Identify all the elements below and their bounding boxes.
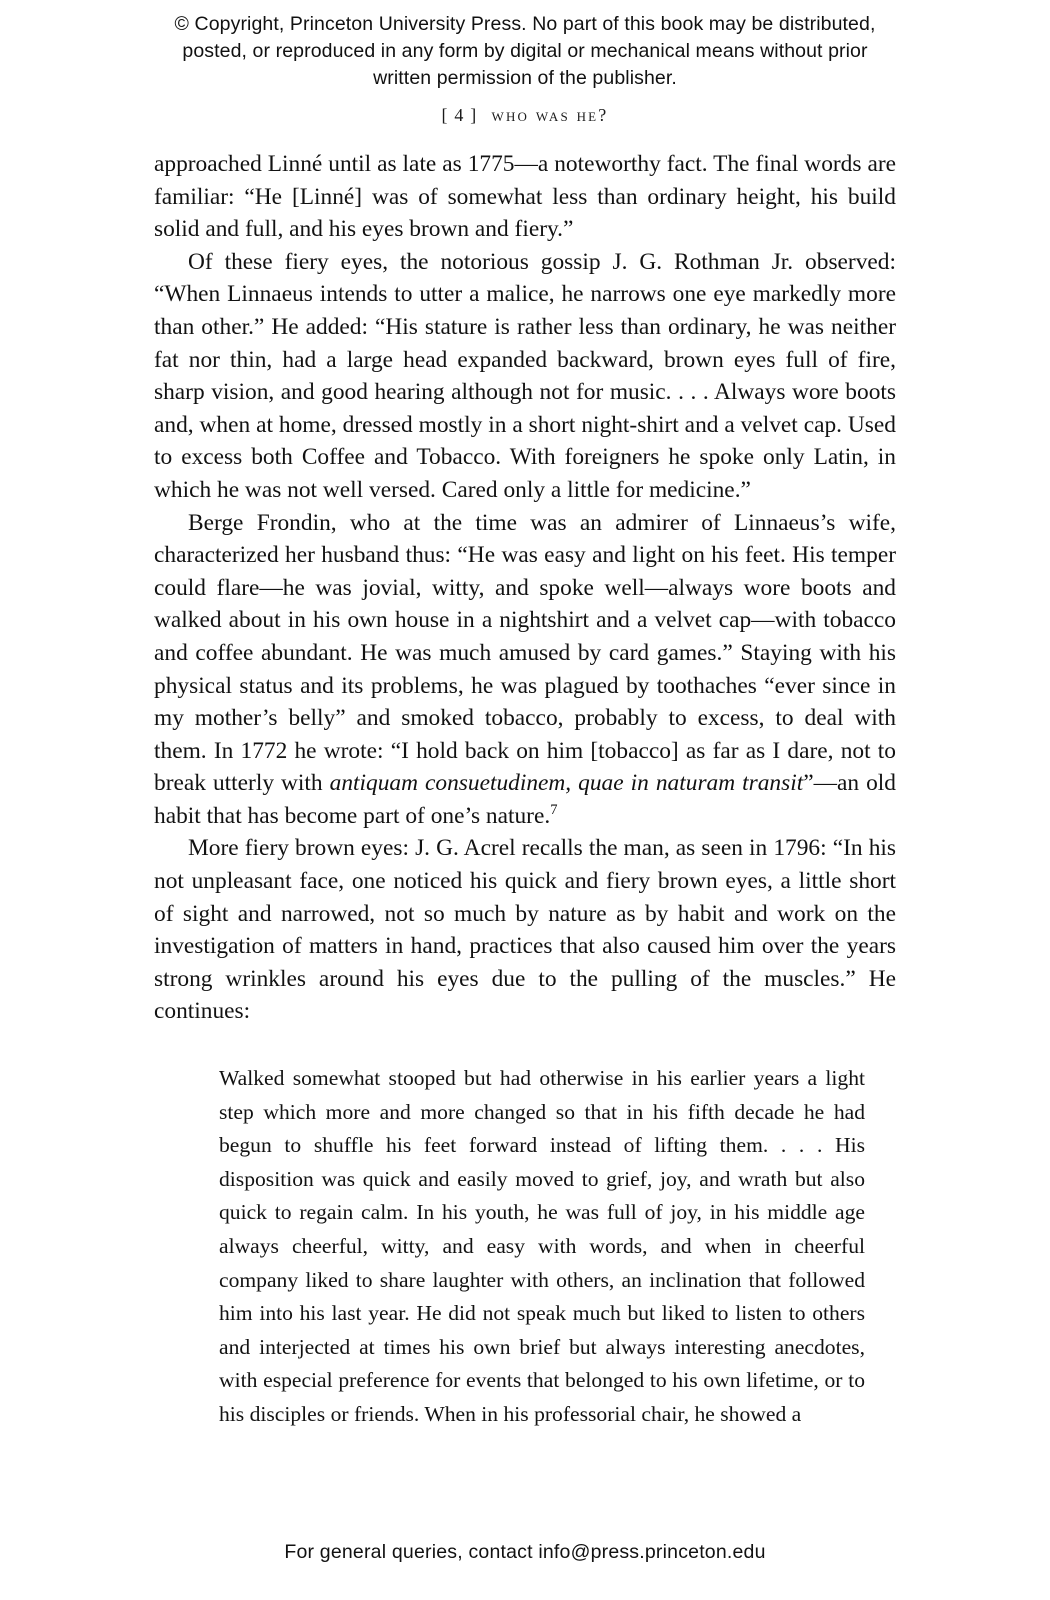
footnote-marker-7: 7: [550, 802, 558, 819]
body-text: [154, 126, 896, 1028]
paragraph-4: More fiery brown eyes: J. G. Acrel recalls the man, as seen in 1796: “In his not unpleasant face, one noticed his quick and fiery brown eyes, a little short of sight and narrowed, not so much by nature as by habit and work on the investigation of matters in hand, practices that also caused him over the years strong wrinkles around his eyes due to the pulling of the muscles.” He continues:: [154, 835, 896, 1025]
page-footer: For general queries, contact info@press.princeton.edu: [284, 1541, 766, 1563]
paragraph-3: [154, 507, 896, 833]
copyright-notice: © Copyright, Princeton University Press. No part of this book may be distributed, posted, or reproduced in any form by digital or mechanical means without prior written permission of the publisher.: [174, 13, 876, 89]
latin-phrase: antiquam consuetudinem, quae in naturam transit: [329, 770, 804, 797]
running-head: [0, 105, 1050, 126]
block-quotation: [185, 1062, 865, 1432]
running-head-title: who was he?: [491, 105, 609, 125]
page-folio: [ 4 ]: [441, 105, 478, 125]
paragraph-1: approached Linné until as late as 1775—a noteworthy fact. The final words are familiar: “He [Linné] was of somewhat less than ordinary height, his build solid and full, and his eyes brown and fiery.”: [154, 151, 896, 243]
paragraph-2: Of these fiery eyes, the notorious gossip J. G. Rothman Jr. observed: “When Linnaeus intends to utter a malice, he narrows one eye markedly more than other.” He added: “His stature is rather less than ordinary, he was neither fat nor thin, had a large head expanded backward, brown eyes full of fire, sharp vision, and good hearing although not for music. . . . Always wore boots and, when at home, dressed mostly in a short night-shirt and a velvet cap. Used to excess both Coffee and Tobacco. With foreigners he spoke only Latin, in which he was not well versed. Cared only a little for medicine.”: [154, 248, 896, 503]
block-quotation-text: Walked somewhat stooped but had otherwise in his earlier years a light step which more and more changed so that in his fifth decade he had begun to shuffle his feet forward instead of lifting them. . . . His disposition was quick and easily moved to grief, joy, and wrath but also quick to regain calm. In his youth, he was full of joy, in his middle age always cheerful, witty, and easy with words, and when in cheerful company liked to share laughter with others, an inclination that followed him into his last year. He did not speak much but liked to listen to others and interjected at times his own brief but always interesting anecdotes, with especial preference for events that belonged to his own lifetime, or to his disciples or friends. When in his professorial chair, he showed a: [219, 1066, 865, 1426]
paragraph-3-text-b: ”—an old habit that has become part of one’s nature.: [154, 770, 896, 829]
paragraph-3-text-a: Berge Frondin, who at the time was an admirer of Linnaeus’s wife, characterized her husband thus: “He was easy and light on his feet. His temper could flare—he was jovial, witty, and spoke well—always wore boots and walked about in his own house in a nightshirt and a velvet cap—with tobacco and coffee abundant. He was much amused by card games.” Staying with his physical status and its problems, he was plagued by toothaches “ever since in my mother’s belly” and smoked tobacco, probably to excess, to deal with them. In 1772 he wrote: “I hold back on him [tobacco] as far as I dare, not to break utterly with: [154, 509, 896, 797]
